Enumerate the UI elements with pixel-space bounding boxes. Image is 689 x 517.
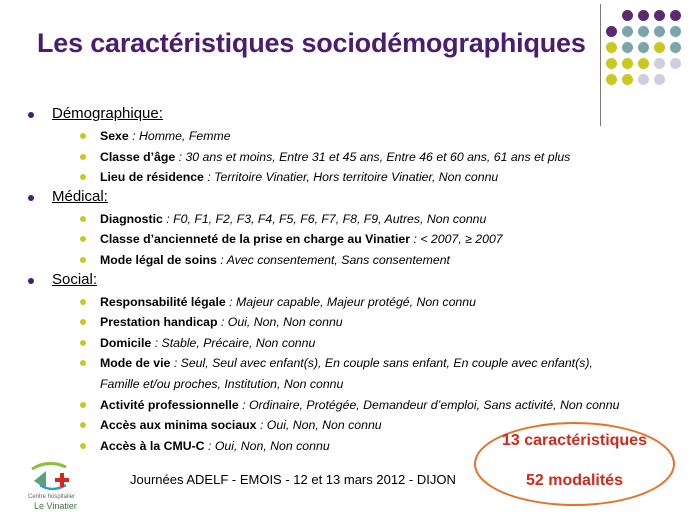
list-item [28, 333, 678, 354]
decorative-dot [638, 74, 649, 85]
decorative-dot [622, 74, 633, 85]
decorative-dot [638, 42, 649, 53]
list-item [28, 395, 678, 416]
summary-line: 52 modalités [526, 472, 623, 489]
section-label: Médical: [52, 187, 108, 205]
item-value: : Ordinaire, Protégée, Demandeur d’emploi, Sans activité, Non connu [242, 397, 620, 412]
logo-text: Centre hospitalier [28, 494, 76, 500]
list-item [28, 229, 678, 250]
bullet-icon [80, 319, 86, 325]
item-value: : Majeur capable, Majeur protégé, Non connu [229, 294, 476, 309]
section-demographique [28, 105, 678, 126]
item-key: Classe d’âge [100, 149, 176, 164]
item-key: Accès aux minima sociaux [100, 418, 257, 433]
decorative-dot [606, 74, 617, 85]
bullet-icon [80, 402, 86, 408]
list-item [28, 126, 678, 147]
decorative-dot [654, 26, 665, 37]
list-item [28, 250, 678, 271]
decorative-dot [654, 74, 665, 85]
item-value: : Oui, Non, Non connu [259, 418, 382, 433]
bullet-icon [80, 299, 86, 305]
item-value: : Avec consentement, Sans consentement [220, 252, 450, 267]
list-item [28, 147, 678, 168]
decorative-dot [606, 26, 617, 37]
decorative-dot [638, 58, 649, 69]
item-value: : Seul, Seul avec enfant(s), En couple sans enfant, En couple avec enfant(s), [173, 356, 593, 371]
bullet-icon [80, 236, 86, 242]
bullet-icon [28, 112, 34, 118]
item-key: Prestation handicap [100, 315, 218, 330]
decorative-dot [670, 58, 681, 69]
bullet-icon [80, 360, 86, 366]
decorative-dot [622, 10, 633, 21]
bullet-icon [28, 278, 34, 284]
item-value: : 30 ans et moins, Entre 31 et 45 ans, Entre 46 et 60 ans, 61 ans et plus [178, 149, 571, 164]
section-medical [28, 188, 678, 209]
item-key: Activité professionnelle [100, 397, 239, 412]
bullet-icon [80, 443, 86, 449]
logo-text: Le Vinatier [34, 501, 77, 511]
item-value: : Oui, Non, Non connu [220, 315, 343, 330]
item-value: : < 2007, ≥ 2007 [413, 232, 503, 247]
item-value: : F0, F1, F2, F3, F4, F5, F6, F7, F8, F9, Autres, Non connu [166, 211, 487, 226]
decorative-dot [654, 58, 665, 69]
summary-callout [474, 422, 675, 506]
section-social [28, 271, 678, 292]
slide-content [28, 105, 678, 456]
decorative-dot [622, 42, 633, 53]
bullet-icon [80, 340, 86, 346]
bullet-icon [28, 195, 34, 201]
item-key: Sexe [100, 129, 129, 143]
decorative-dot [622, 26, 633, 37]
item-key: Mode légal de soins [100, 252, 217, 267]
decorative-dot [670, 42, 681, 53]
item-key: Lieu de résidence [100, 170, 204, 185]
item-value: : Homme, Femme [132, 129, 231, 143]
decorative-dot [622, 58, 633, 69]
decorative-dot [654, 10, 665, 21]
summary-line: 13 caractéristiques [502, 432, 647, 449]
list-item [28, 167, 678, 188]
decorative-dot [606, 58, 617, 69]
bullet-icon [80, 174, 86, 180]
decorative-dot [606, 42, 617, 53]
item-key: Diagnostic [100, 211, 163, 226]
bullet-icon [80, 257, 86, 263]
item-value: : Stable, Précaire, Non connu [154, 335, 316, 350]
decorative-dot [670, 10, 681, 21]
list-item [28, 209, 678, 230]
bullet-icon [80, 422, 86, 428]
slide-title: Les caractéristiques sociodémographiques [37, 28, 586, 58]
section-label: Social: [52, 270, 98, 288]
item-key: Domicile [100, 335, 152, 350]
list-item [28, 292, 678, 313]
item-key: Responsabilité légale [100, 294, 226, 309]
slide-footer: Journées ADELF - EMOIS - 12 et 13 mars 2012 - DIJON [130, 472, 456, 487]
item-key: Accès à la CMU-C [100, 438, 205, 453]
decorative-dot [638, 10, 649, 21]
bullet-icon [80, 216, 86, 222]
decorative-dot-grid [606, 10, 686, 110]
section-label: Démographique: [52, 105, 163, 122]
item-value: : Territoire Vinatier, Hors territoire Vinatier, Non connu [207, 170, 499, 185]
item-value-continuation: Famille et/ou proches, Institution, Non connu [100, 376, 344, 391]
bullet-icon [80, 154, 86, 160]
item-value: : Oui, Non, Non connu [207, 438, 330, 453]
bullet-icon [80, 133, 86, 139]
decorative-dot [638, 26, 649, 37]
list-item [28, 353, 678, 394]
decorative-dot [670, 26, 681, 37]
item-key: Classe d’ancienneté de la prise en charge au Vinatier [100, 232, 411, 247]
list-item [28, 312, 678, 333]
decorative-dot [654, 42, 665, 53]
item-key: Mode de vie [100, 356, 171, 371]
